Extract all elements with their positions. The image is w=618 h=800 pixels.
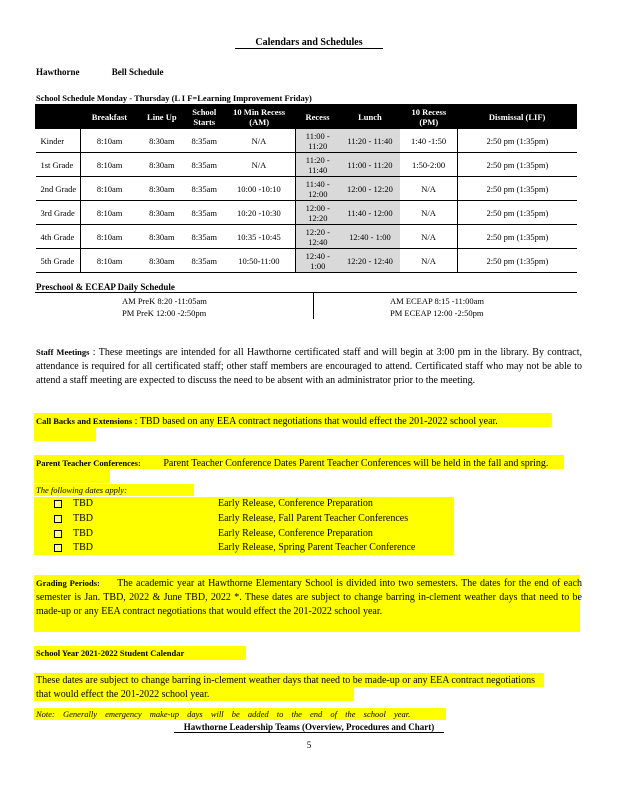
preschool-divider-line bbox=[35, 292, 577, 293]
school-name: Hawthorne bbox=[36, 67, 80, 77]
table-cell: 11:00 - 11:20 bbox=[295, 129, 340, 153]
table-row bbox=[36, 129, 577, 153]
preschool-pm: PM PreK 12:00 -2:50pm bbox=[122, 308, 207, 318]
table-cell: 1:40 -1:50 bbox=[400, 129, 458, 153]
table-cell: 12:40 - 1:00 bbox=[340, 225, 400, 249]
table-cell: N/A bbox=[400, 249, 458, 273]
conference-desc: Early Release, Conference Preparation bbox=[218, 498, 373, 509]
table-cell: 8:35am bbox=[185, 129, 223, 153]
preschool-am: AM PreK 8:20 -11:05am bbox=[122, 296, 207, 306]
call-backs-label: Call Backs and Extensions bbox=[36, 416, 133, 426]
table-row bbox=[36, 153, 577, 177]
table-header: Lunch bbox=[340, 105, 400, 129]
table-cell: 10:50-11:00 bbox=[223, 249, 295, 273]
conferences-text: Parent Teacher Conference Dates Parent Teacher Conferences will be held in the fall and spring. bbox=[163, 458, 549, 469]
table-cell: N/A bbox=[400, 177, 458, 201]
table-cell: 12:00 - 12:20 bbox=[295, 201, 340, 225]
table-cell: 11:20 - 11:40 bbox=[340, 129, 400, 153]
conference-desc: Early Release, Conference Preparation bbox=[218, 528, 373, 539]
eceap-am: AM ECEAP 8:15 -11:00am bbox=[390, 296, 485, 306]
call-backs-text: : TBD based on any EEA contract negotiations that would effect the 201-2022 school year. bbox=[134, 416, 498, 427]
table-cell: 8:30am bbox=[138, 177, 185, 201]
calendar-label: School Year 2021-2022 Student Calendar bbox=[36, 648, 185, 658]
table-cell: 11:40 - 12:00 bbox=[295, 177, 340, 201]
table-cell: 8:30am bbox=[138, 129, 185, 153]
table-header: Recess bbox=[295, 105, 340, 129]
table-cell: 2:50 pm (1:35pm) bbox=[458, 225, 577, 249]
table-header-row bbox=[36, 105, 577, 129]
table-cell: 12:40 - 1:00 bbox=[295, 249, 340, 273]
table-row bbox=[36, 225, 577, 249]
table-cell: 10:20 -10:30 bbox=[223, 201, 295, 225]
grading-paragraph bbox=[36, 576, 582, 619]
bell-schedule-table bbox=[35, 104, 577, 273]
table-cell: 12:00 - 12:20 bbox=[340, 177, 400, 201]
footer-link[interactable] bbox=[0, 722, 618, 732]
table-cell: 8:10am bbox=[80, 225, 138, 249]
conference-date: TBD bbox=[73, 542, 93, 553]
table-cell: 8:35am bbox=[185, 177, 223, 201]
table-cell: Kinder bbox=[36, 129, 81, 153]
preschool-column-divider bbox=[313, 293, 314, 319]
table-cell: 11:00 - 11:20 bbox=[340, 153, 400, 177]
conference-date: TBD bbox=[73, 528, 93, 539]
table-cell: 2:50 pm (1:35pm) bbox=[458, 153, 577, 177]
table-cell: 8:35am bbox=[185, 201, 223, 225]
table-cell: 8:30am bbox=[138, 201, 185, 225]
conferences-highlight bbox=[34, 469, 110, 483]
table-cell: 4th Grade bbox=[36, 225, 81, 249]
table-cell: 2nd Grade bbox=[36, 177, 81, 201]
table-header: School Starts bbox=[185, 105, 223, 129]
conference-desc: Early Release, Spring Parent Teacher Conference bbox=[218, 542, 416, 553]
table-cell: 11:20 - 11:40 bbox=[295, 153, 340, 177]
table-cell: N/A bbox=[400, 201, 458, 225]
table-row bbox=[36, 177, 577, 201]
page-title bbox=[0, 37, 618, 48]
staff-meetings-label: Staff Meetings bbox=[36, 347, 90, 357]
table-cell: N/A bbox=[223, 153, 295, 177]
table-cell: 8:30am bbox=[138, 153, 185, 177]
table-cell: 2:50 pm (1:35pm) bbox=[458, 249, 577, 273]
table-cell: 5th Grade bbox=[36, 249, 81, 273]
conferences-paragraph bbox=[36, 456, 582, 471]
calendar-text: These dates are subject to change barring in-clement weather days that need to be made-up or any EEA contract negotiations that would effect the 201-2022 school year. bbox=[36, 675, 535, 700]
checkbox-icon bbox=[54, 515, 62, 523]
call-backs-highlight bbox=[34, 427, 96, 441]
table-cell: 2:50 pm (1:35pm) bbox=[458, 129, 577, 153]
table-cell: 1st Grade bbox=[36, 153, 81, 177]
schedule-caption: School Schedule Monday - Thursday (L I F=Learning Improvement Friday) bbox=[36, 93, 312, 103]
table-cell: 8:30am bbox=[138, 225, 185, 249]
table-cell: 8:35am bbox=[185, 225, 223, 249]
call-backs-paragraph bbox=[36, 414, 582, 429]
table-cell: 8:10am bbox=[80, 249, 138, 273]
table-header: Breakfast bbox=[80, 105, 138, 129]
table-row bbox=[36, 201, 577, 225]
bell-schedule-heading bbox=[36, 67, 164, 77]
calendar-note: Note: Generally emergency make-up days will be added to the end of the school year. bbox=[36, 709, 411, 719]
footer-text: Hawthorne Leadership Teams (Overview, Procedures and Chart) bbox=[174, 722, 444, 733]
table-cell: 2:50 pm (1:35pm) bbox=[458, 201, 577, 225]
table-cell: 12:20 - 12:40 bbox=[340, 249, 400, 273]
table-header: 10 Recess (PM) bbox=[400, 105, 458, 129]
staff-meetings-text: : These meetings are intended for all Hawthorne certificated staff and will begin at 3:00 pm in the library. By contract, attendance is required for all certificated staff; other staff members are encouraged to attend. Certificated staff who may not be able to attend a staff meeting are expected to discuss the need to be absent with an administrator prior to the meeting. bbox=[36, 347, 583, 386]
table-cell: 12:20 - 12:40 bbox=[295, 225, 340, 249]
table-cell: 8:10am bbox=[80, 201, 138, 225]
table-cell: 8:30am bbox=[138, 249, 185, 273]
table-cell: 8:10am bbox=[80, 153, 138, 177]
conference-desc: Early Release, Fall Parent Teacher Conferences bbox=[218, 513, 409, 524]
table-cell: N/A bbox=[400, 225, 458, 249]
table-cell: N/A bbox=[223, 129, 295, 153]
table-header: Line Up bbox=[138, 105, 185, 129]
table-cell: 8:35am bbox=[185, 153, 223, 177]
bell-schedule-label: Bell Schedule bbox=[111, 67, 164, 77]
table-cell: 3rd Grade bbox=[36, 201, 81, 225]
table-cell: 8:10am bbox=[80, 177, 138, 201]
page-number: 5 bbox=[306, 740, 312, 750]
table-cell: 10:00 -10:10 bbox=[223, 177, 295, 201]
page-title-text: Calendars and Schedules bbox=[235, 37, 382, 49]
checkbox-icon bbox=[54, 500, 62, 508]
conference-date: TBD bbox=[73, 513, 93, 524]
table-cell: 11:40 - 12:00 bbox=[340, 201, 400, 225]
preschool-heading: Preschool & ECEAP Daily Schedule bbox=[36, 282, 175, 292]
table-cell: 8:10am bbox=[80, 129, 138, 153]
staff-meetings-paragraph bbox=[36, 345, 582, 388]
table-header bbox=[36, 105, 81, 129]
conference-date: TBD bbox=[73, 498, 93, 509]
checkbox-icon bbox=[54, 544, 62, 552]
table-cell: 2:50 pm (1:35pm) bbox=[458, 177, 577, 201]
conferences-label: Parent Teacher Conferences: bbox=[36, 458, 141, 468]
conferences-dates-intro: The following dates apply: bbox=[36, 485, 127, 495]
table-header: 10 Min Recess (AM) bbox=[223, 105, 295, 129]
grading-text: The academic year at Hawthorne Elementary School is divided into two semesters. The dates for the end of each semester is Jan. TBD, 2022 & June TBD, 2022 *. These dates are subject to change barring in-clement weather days that need to be made-up or any EEA contract negotiations that would effect the 201-2022 school year. bbox=[36, 578, 583, 617]
table-row bbox=[36, 249, 577, 273]
table-header: Dismissal (LIF) bbox=[458, 105, 577, 129]
table-cell: 8:35am bbox=[185, 249, 223, 273]
grading-label: Grading Periods: bbox=[36, 578, 100, 588]
checkbox-icon bbox=[54, 530, 62, 538]
table-cell: 10:35 -10:45 bbox=[223, 225, 295, 249]
table-cell: 1:50-2:00 bbox=[400, 153, 458, 177]
eceap-pm: PM ECEAP 12:00 -2:50pm bbox=[390, 308, 484, 318]
